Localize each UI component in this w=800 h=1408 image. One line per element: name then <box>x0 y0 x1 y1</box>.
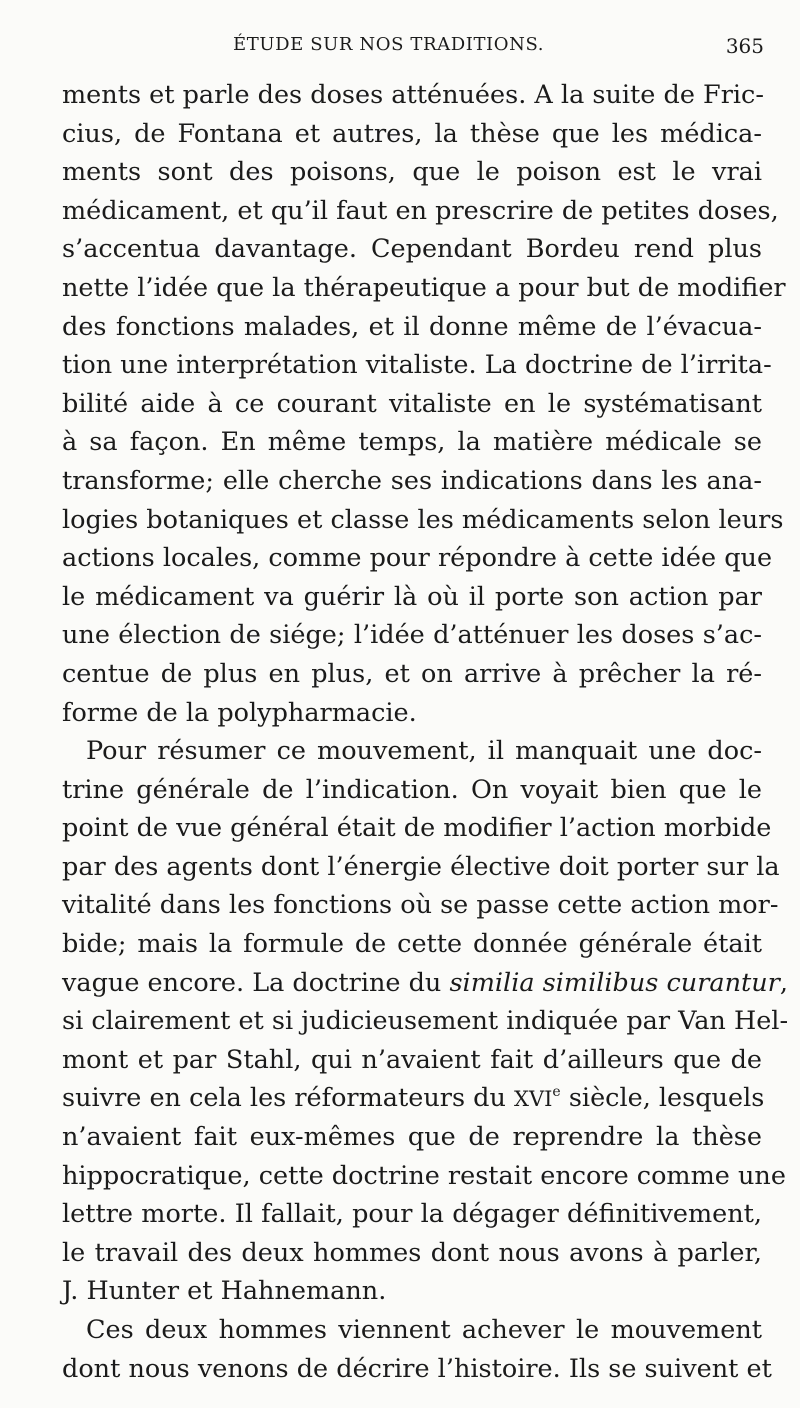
text-line: logies botaniques et classe les médicaments selon leurs <box>62 504 784 535</box>
page-number: 365 <box>725 34 764 58</box>
body-text <box>62 76 789 1388</box>
text-line: médicament, et qu’il faut en prescrire de petites doses, <box>62 195 779 226</box>
text-line: lettre morte. Il fallait, pour la dégager définitivement, <box>62 1199 762 1230</box>
text-line: mont et par Stahl, qui n’avaient fait d’ailleurs que de <box>62 1044 762 1075</box>
text-line: bilité aide à ce courant vitaliste en le systématisant <box>62 388 762 419</box>
text-line: le travail des deux hommes dont nous avons à parler, <box>62 1237 762 1268</box>
paragraph-3 <box>62 1311 772 1388</box>
text-line: une élection de siége; l’idée d’atténuer les doses s’ac- <box>62 620 762 651</box>
text-run: vague encore. La doctrine du <box>62 967 450 998</box>
text-line: si clairement et si judicieusement indiquée par Van Hel- <box>62 1006 789 1037</box>
text-line-with-italic <box>62 964 788 1003</box>
text-line: bide; mais la formule de cette donnée générale était <box>62 929 762 960</box>
text-line: vitalité dans les fonctions où se passe cette action mor- <box>62 890 779 921</box>
paragraph-1 <box>62 76 786 732</box>
text-line: des fonctions malades, et il donne même de l’évacua- <box>62 311 762 342</box>
text-line: n’avaient fait eux-mêmes que de reprendre la thèse <box>62 1122 762 1153</box>
text-line: transforme; elle cherche ses indications dans les ana- <box>62 465 762 496</box>
latin-phrase: similia similibus curantur <box>449 967 780 998</box>
text-run: suivre en cela les réformateurs du <box>62 1083 506 1114</box>
text-line: centue de plus en plus, et on arrive à prêcher la ré- <box>62 658 762 689</box>
text-line: point de vue général était de modifier l’action morbide <box>62 813 772 844</box>
text-line: ments et parle des doses atténuées. A la suite de Fric- <box>62 80 764 110</box>
century-numeral: XVI <box>514 1087 553 1112</box>
text-run: siècle, lesquels <box>568 1083 765 1114</box>
text-line: forme de la polypharmacie. <box>62 697 417 728</box>
text-line: trine générale de l’indication. On voyait bien que le <box>62 774 762 805</box>
text-line: dont nous venons de décrire l’histoire. Ils se suivent et <box>62 1353 772 1384</box>
text-line: actions locales, comme pour répondre à cette idée que <box>62 543 773 574</box>
text-line: cius, de Fontana et autres, la thèse que les médica- <box>62 118 762 149</box>
ordinal-superscript: e <box>552 1084 561 1101</box>
text-line: nette l’idée que la thérapeutique a pour but de modifier <box>62 272 786 303</box>
text-line: ments sont des poisons, que le poison est le vrai <box>62 157 762 188</box>
text-line: tion une interprétation vitaliste. La doctrine de l’irrita- <box>62 350 772 381</box>
text-run: , <box>779 967 788 998</box>
text-line: hippocratique, cette doctrine restait encore comme une <box>62 1160 786 1191</box>
text-line: le médicament va guérir là où il porte son action par <box>62 581 762 612</box>
text-line-with-superscript <box>62 1079 765 1118</box>
text-line: Ces deux hommes viennent achever le mouvement <box>86 1315 762 1345</box>
text-line: s’accentua davantage. Cependant Bordeu rend plus <box>62 234 762 265</box>
text-line: à sa façon. En même temps, la matière médicale se <box>62 427 762 458</box>
text-line: J. Hunter et Hahnemann. <box>62 1276 387 1307</box>
text-line: Pour résumer ce mouvement, il manquait une doc- <box>86 736 762 767</box>
running-title: ÉTUDE SUR NOS TRADITIONS. <box>233 34 545 55</box>
text-line: par des agents dont l’énergie élective doit porter sur la <box>62 851 780 882</box>
paragraph-2 <box>62 732 789 1311</box>
